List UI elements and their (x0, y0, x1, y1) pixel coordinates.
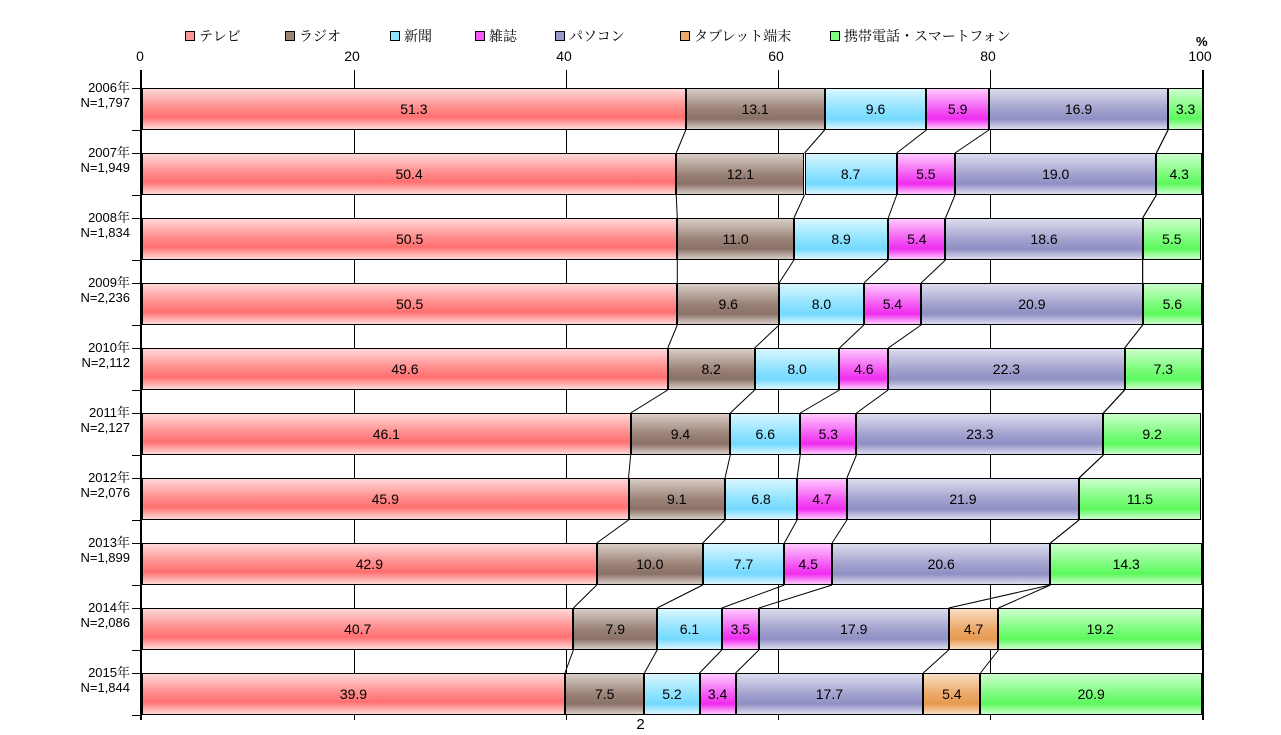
bar-segment (926, 88, 989, 130)
bar-segment (142, 608, 573, 650)
bar-segment-value: 4.3 (1169, 166, 1189, 182)
bar-segment (677, 283, 779, 325)
y-axis-tick (132, 543, 140, 544)
x-axis-tick-labels (0, 48, 1281, 66)
y-axis-tick (132, 195, 140, 196)
table-row (142, 218, 1202, 260)
legend-label: テレビ (199, 28, 241, 44)
bar-segment (597, 543, 703, 585)
bar-segment (1103, 413, 1201, 455)
y-category-label (80, 80, 130, 110)
bar-segment-value: 49.6 (391, 361, 419, 377)
bar-segment (573, 608, 657, 650)
y-category-sample-size: N=2,112 (81, 355, 130, 370)
y-axis-tick (132, 673, 140, 674)
bar-segment-value: 4.7 (963, 621, 984, 637)
y-category-label (81, 340, 130, 370)
bar-segment-value: 4.5 (798, 556, 818, 572)
bar-segment-value: 12.1 (726, 166, 754, 182)
y-category-label (80, 405, 130, 435)
bar-segment (1143, 218, 1201, 260)
bar-segment-value: 18.6 (1030, 231, 1058, 247)
bar-segment-value: 10.0 (636, 556, 664, 572)
y-category-year: 2006年 (88, 80, 130, 95)
bar-segment-value: 9.6 (865, 101, 886, 117)
bar-segment (797, 478, 847, 520)
bar-segment (897, 153, 955, 195)
legend-label: 携帯電話・スマートフォン (844, 28, 1011, 44)
y-category-sample-size: N=2,076 (80, 485, 130, 500)
bar-segment-value: 50.4 (395, 166, 423, 182)
bar-segment (677, 218, 794, 260)
table-row (142, 543, 1202, 585)
y-category-year: 2015年 (88, 665, 130, 680)
bar-segment-value: 19.2 (1086, 621, 1114, 637)
bar-segment-value: 6.1 (679, 621, 700, 637)
bar-segment-value: 5.6 (1162, 296, 1183, 312)
bar-segment (805, 153, 897, 195)
bar-segment-value: 8.7 (840, 166, 861, 182)
bar-segment-value: 7.3 (1153, 361, 1174, 377)
bar-segment-value: 13.1 (741, 101, 769, 117)
bar-segment-value: 9.6 (718, 296, 738, 312)
bar-segment (784, 543, 832, 585)
y-axis-tick (132, 520, 140, 521)
bar-segment (1050, 543, 1202, 585)
y-category-sample-size: N=2,236 (80, 290, 130, 305)
bar-segment-value: 8.9 (831, 231, 851, 247)
bar-segment-value: 42.9 (355, 556, 383, 572)
bar-segment (142, 673, 565, 715)
bar-segment (847, 478, 1079, 520)
bar-segment-value: 22.3 (992, 361, 1021, 377)
y-category-sample-size: N=1,899 (80, 550, 130, 565)
y-category-year: 2008年 (88, 210, 130, 225)
y-category-sample-size: N=2,127 (80, 420, 130, 435)
y-category-sample-size: N=1,797 (80, 95, 130, 110)
bar-segment (921, 283, 1143, 325)
y-category-year: 2010年 (88, 340, 130, 355)
bar-segment (1079, 478, 1201, 520)
bar-segment-value: 50.5 (396, 231, 424, 247)
bar-segment-value: 5.4 (942, 686, 962, 702)
bar-segment-value: 5.4 (907, 231, 927, 247)
bar-segment-value: 50.5 (396, 296, 424, 312)
y-category-year: 2013年 (88, 535, 130, 550)
table-row (142, 478, 1202, 520)
bar-segment-value: 14.3 (1112, 556, 1140, 572)
table-row (142, 348, 1202, 390)
y-axis-tick (132, 153, 140, 154)
bar-segment-value: 46.1 (372, 426, 400, 442)
bar-segment-value: 39.9 (339, 686, 368, 702)
y-category-label (80, 275, 130, 305)
y-category-sample-size: N=2,086 (80, 615, 130, 630)
bar-segment-value: 20.9 (1077, 686, 1105, 702)
legend-label: タブレット端末 (694, 28, 792, 44)
x-tick-label: 100 (1188, 48, 1212, 64)
x-tick-label: 60 (768, 48, 784, 64)
y-axis-tick (132, 413, 140, 414)
y-axis-tick (132, 608, 140, 609)
y-category-year: 2009年 (88, 275, 130, 290)
bar-segment-value: 23.3 (966, 426, 994, 442)
bar-segment (955, 153, 1156, 195)
legend-label: 雑誌 (489, 28, 517, 44)
legend-swatch-icon (680, 31, 690, 41)
bar-segment-value: 5.2 (662, 686, 682, 702)
bar-segment (1143, 283, 1202, 325)
x-tick-label: 20 (344, 48, 360, 64)
table-row (142, 153, 1202, 195)
y-axis-tick (132, 88, 140, 89)
table-row (142, 413, 1202, 455)
bar-segment (779, 283, 864, 325)
bar-segment (703, 543, 785, 585)
bar-segment-value: 3.5 (730, 621, 751, 637)
bar-segment (725, 478, 797, 520)
table-row (142, 88, 1202, 130)
bar-segment (700, 673, 736, 715)
y-axis-tick (132, 478, 140, 479)
y-category-year: 2014年 (88, 600, 130, 615)
bar-segment (142, 413, 631, 455)
x-tick-label: 80 (980, 48, 996, 64)
legend-item (475, 26, 517, 46)
legend-swatch-icon (555, 31, 565, 41)
legend-label: 新聞 (404, 28, 432, 44)
bar-segment-value: 11.0 (722, 231, 749, 247)
bar-segment (142, 218, 677, 260)
bar-segment-value: 5.3 (818, 426, 839, 442)
bar-segment-value: 5.9 (947, 101, 968, 117)
bar-segment-value: 51.3 (400, 101, 428, 117)
y-axis-tick (132, 283, 140, 284)
y-axis-tick (132, 218, 140, 219)
bar-segment (629, 478, 725, 520)
y-axis-tick (132, 348, 140, 349)
bar-segment (794, 218, 888, 260)
legend-label: パソコン (569, 28, 625, 44)
bar-segment-value: 4.7 (812, 491, 832, 507)
bar-segment-value: 20.9 (1018, 296, 1046, 312)
legend-swatch-icon (830, 31, 840, 41)
bar-segment-value: 7.5 (594, 686, 615, 702)
legend-swatch-icon (285, 31, 295, 41)
bar-segment (736, 673, 924, 715)
y-axis-tick (132, 260, 140, 261)
chart-legend (150, 26, 1150, 46)
legend-item (830, 26, 1011, 46)
legend-item (555, 26, 625, 46)
bar-segment (565, 673, 645, 715)
table-row (142, 283, 1202, 325)
bar-segment (839, 348, 888, 390)
bar-segment-value: 17.7 (815, 686, 844, 702)
y-category-year: 2007年 (88, 145, 130, 160)
y-category-sample-size: N=1,844 (80, 680, 130, 695)
y-axis-category-labels (0, 70, 140, 720)
bar-segment (825, 88, 927, 130)
bar-segment-value: 7.9 (605, 621, 625, 637)
y-category-sample-size: N=1,834 (80, 225, 130, 240)
bar-segment-value: 8.0 (811, 296, 832, 312)
y-category-label (80, 600, 130, 630)
bar-segment (142, 153, 676, 195)
legend-item (680, 26, 791, 46)
legend-item (390, 26, 432, 46)
y-axis-tick (132, 130, 140, 131)
bar-segment (888, 348, 1124, 390)
page-number: 2 (636, 716, 645, 733)
y-category-label (80, 470, 130, 500)
bar-segment-value: 7.7 (733, 556, 754, 572)
bar-segment (800, 413, 856, 455)
bar-segment (856, 413, 1103, 455)
bar-segment-value: 3.4 (707, 686, 728, 702)
bar-segment-value: 8.0 (787, 361, 807, 377)
y-category-label (80, 145, 130, 175)
bar-segment (722, 608, 759, 650)
bar-segment (949, 608, 999, 650)
bar-segment (142, 478, 629, 520)
bar-segment (142, 88, 686, 130)
bar-segment (644, 673, 699, 715)
bar-segment (1168, 88, 1203, 130)
bar-segment-value: 11.5 (1126, 491, 1154, 507)
y-category-year: 2012年 (88, 470, 130, 485)
y-axis-tick (132, 325, 140, 326)
bar-segment (989, 88, 1168, 130)
bar-segment (142, 283, 677, 325)
axis-unit-label: % (1196, 34, 1208, 49)
bar-segment (686, 88, 825, 130)
bar-segment-value: 6.6 (755, 426, 775, 442)
bar-segment-value: 9.2 (1142, 426, 1162, 442)
bar-segment (1156, 153, 1202, 195)
bar-segment-value: 9.1 (667, 491, 687, 507)
bar-segment-value: 21.9 (949, 491, 977, 507)
y-axis-tick (132, 455, 140, 456)
bar-segment-value: 20.6 (927, 556, 955, 572)
bar-segment-value: 9.4 (670, 426, 691, 442)
bar-segment (864, 283, 921, 325)
bar-segment-value: 4.6 (854, 361, 874, 377)
bar-segment (755, 348, 840, 390)
y-category-label (80, 210, 130, 240)
bar-segment (980, 673, 1202, 715)
bar-segment (998, 608, 1202, 650)
bar-segment-value: 5.4 (882, 296, 903, 312)
bar-segment (832, 543, 1050, 585)
legend-item (285, 26, 341, 46)
bar-segment-value: 40.7 (344, 621, 372, 637)
legend-swatch-icon (390, 31, 400, 41)
bar-segment-value: 5.5 (916, 166, 936, 182)
bar-segment (142, 348, 668, 390)
legend-label: ラジオ (299, 28, 341, 44)
y-axis-tick (132, 585, 140, 586)
y-axis-tick (132, 650, 140, 651)
bar-segment-value: 3.3 (1175, 101, 1196, 117)
bar-segment (759, 608, 949, 650)
table-row (142, 608, 1202, 650)
bar-segment-value: 6.8 (751, 491, 771, 507)
bar-segment (945, 218, 1142, 260)
table-row (142, 673, 1202, 715)
bar-segment-value: 5.5 (1162, 231, 1182, 247)
bar-segment (1125, 348, 1202, 390)
bar-segment (631, 413, 731, 455)
y-category-year: 2011年 (89, 405, 130, 420)
y-category-label (80, 535, 130, 565)
y-category-sample-size: N=1,949 (80, 160, 130, 175)
bar-segment-value: 16.9 (1064, 101, 1093, 117)
bar-segment-value: 19.0 (1042, 166, 1070, 182)
bar-segment (142, 543, 597, 585)
bar-segment-value: 45.9 (371, 491, 399, 507)
legend-swatch-icon (475, 31, 485, 41)
bar-segment (676, 153, 804, 195)
x-tick-label: 40 (556, 48, 572, 64)
bar-segment (888, 218, 945, 260)
bar-segment (923, 673, 980, 715)
bar-segment (668, 348, 755, 390)
bar-segment-value: 8.2 (701, 361, 721, 377)
legend-item (185, 26, 241, 46)
x-tick-label: 0 (136, 48, 144, 64)
bar-segment (657, 608, 722, 650)
bar-segment-value: 17.9 (840, 621, 868, 637)
bar-segment (730, 413, 800, 455)
legend-swatch-icon (185, 31, 195, 41)
plot-area (140, 70, 1204, 720)
y-category-label (80, 665, 130, 695)
y-axis-tick (132, 390, 140, 391)
